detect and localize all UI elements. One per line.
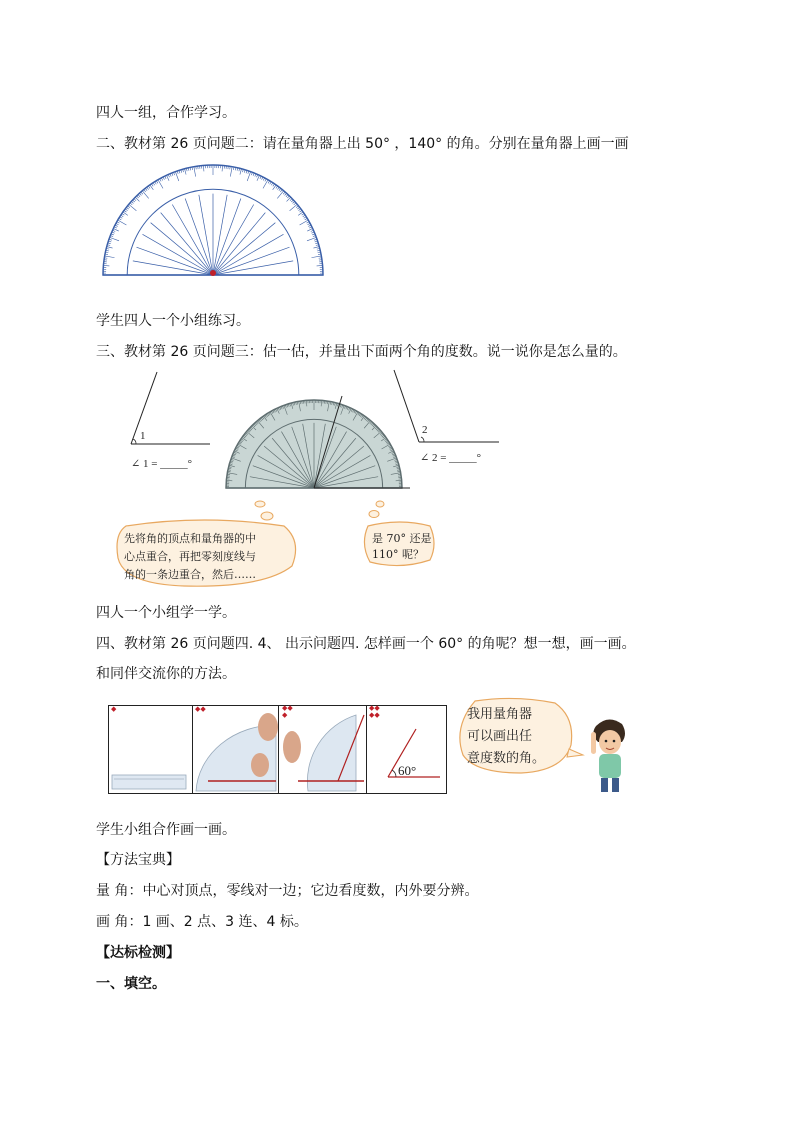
step-mark-2: ◆◆ (195, 705, 206, 713)
bubble-left-line-1: 先将角的顶点和量角器的中 (124, 532, 256, 545)
line-fill-blank: 一、填空。 (96, 976, 166, 992)
line-student-practice: 学生四人一个小组练习。 (96, 313, 250, 329)
boy-illustration (582, 714, 632, 794)
bubble-left-line-2: 心点重合，再把零刻度线与 (124, 550, 256, 563)
speech-line-1: 我用量角器 (467, 707, 533, 722)
line-method-heading: 【方法宝典】 (96, 852, 180, 868)
protractor-gray (222, 376, 412, 496)
speech-line-2: 可以画出任 (467, 729, 533, 744)
line-group-learn: 四人一个小组学一学。 (96, 605, 236, 621)
line-problem-two: 二、教材第 26 页问题二：请在量角器上出 50° ，140° 的角。分别在量角器上画一画 (96, 136, 629, 152)
step-mark-4: ◆◆ ◆◆ (369, 704, 380, 719)
bubble-right-line-1: 是 70° 还是 (372, 532, 432, 545)
angle-2-figure (392, 370, 502, 450)
line-group-draw: 学生小组合作画一画。 (96, 822, 236, 838)
angle-2-caption: ∠ 2 = _____° (420, 452, 482, 464)
step-mark-1: ◆ (111, 705, 117, 713)
line-check-heading: 【达标检测】 (96, 945, 180, 961)
line-problem-three: 三、教材第 26 页问题三：估一估，并量出下面两个角的度数。说一说你是怎么量的。 (96, 344, 627, 360)
line-measure-method: 量 角：中心对顶点，零线对一边；它边看度数，内外要分辨。 (96, 883, 479, 899)
angle-2-marker: 2 (422, 424, 428, 436)
bubble-right-line-2: 110° 呢？ (372, 548, 424, 561)
sixty-degree-label: 60° (398, 763, 417, 778)
line-problem-four: 四、教材第 26 页问题四. 4、 出示问题四. 怎样画一个 60° 的角呢？想一想，画一画。 (96, 636, 636, 652)
step-mark-3: ◆◆ ◆ (282, 704, 293, 719)
line-draw-method: 画 角：1 画、2 点、3 连、4 标。 (96, 914, 308, 930)
angle-1-caption: ∠ 1 = _____° (131, 458, 193, 470)
drawing-steps-panels (108, 705, 448, 795)
line-group-study: 四人一组，合作学习。 (96, 105, 236, 121)
angle-1-marker: 1 (140, 430, 146, 442)
protractor-blue (97, 163, 329, 283)
line-share-method: 和同伴交流你的方法。 (96, 666, 236, 682)
bubble-left-line-3: 角的一条边重合，然后…… (124, 568, 256, 581)
speech-line-3: 意度数的角。 (467, 751, 546, 766)
